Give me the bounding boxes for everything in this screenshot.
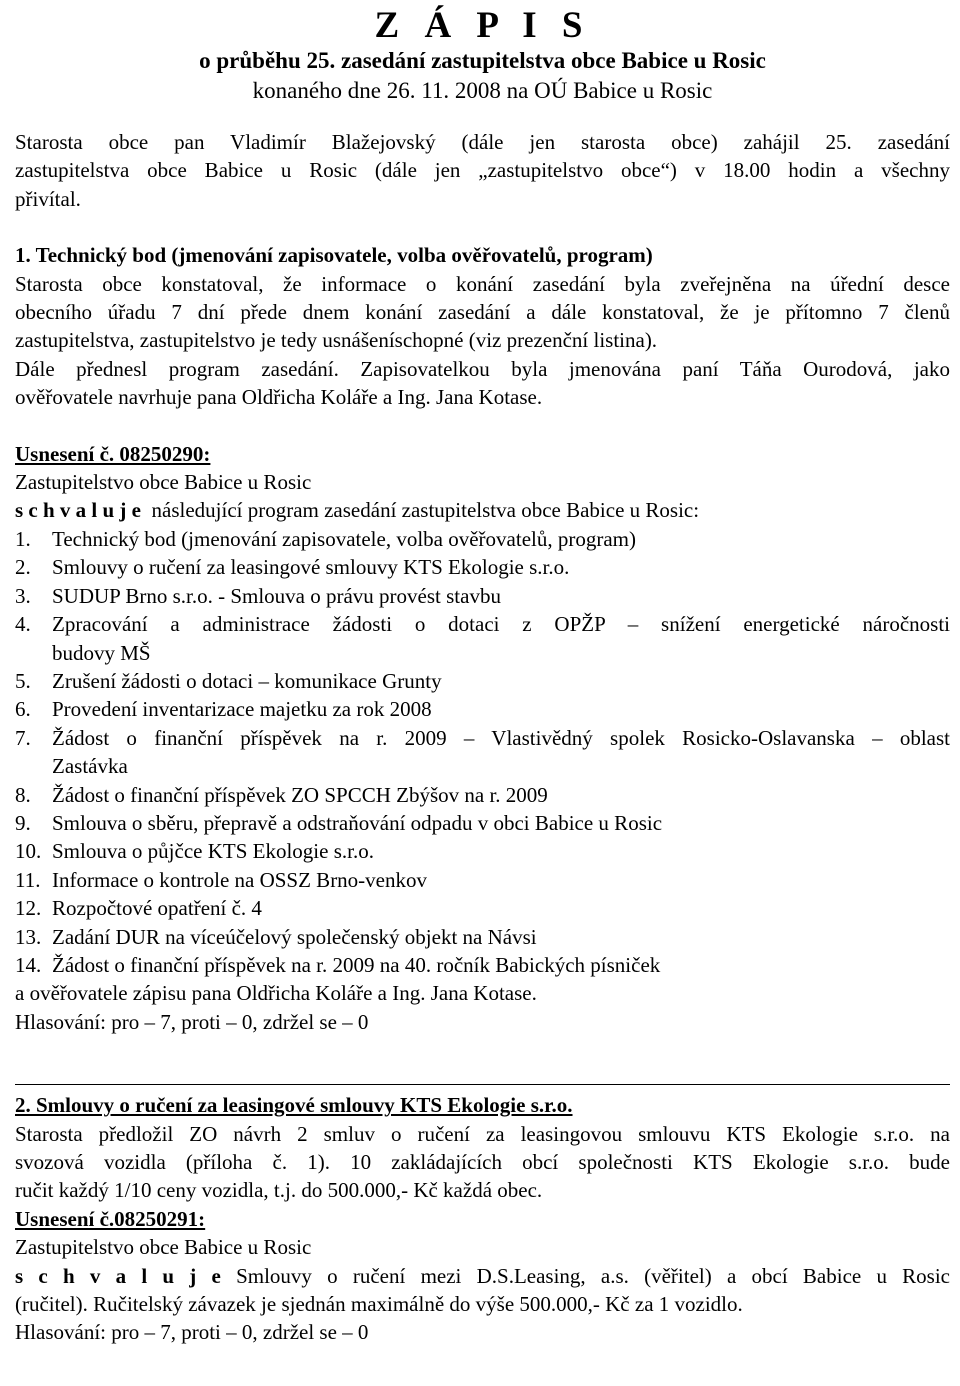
list-item: 9. Smlouva o sběru, přepravě a odstraňování odpadu v obci Babice u Rosic: [15, 810, 663, 835]
document-title: Z Á P I S: [374, 5, 591, 46]
section-1-paragraph-line: zastupitelstva, zastupitelstvo je tedy usnášeníschopné (viz prezenční listina).: [15, 328, 658, 353]
section-1-heading: 1. Technický bod (jmenování zapisovatele, volba ověřovatelů, program): [15, 243, 653, 268]
list-item: 2. Smlouvy o ručení za leasingové smlouvy KTS Ekologie s.r.o.: [15, 555, 570, 580]
document-subtitle: o průběhu 25. zasedání zastupitelstva obce Babice u Rosic: [199, 48, 766, 73]
vote-result: Hlasování: pro – 7, proti – 0, zdržel se – 0: [15, 1320, 369, 1345]
list-item: 5. Zrušení žádosti o dotaci – komunikace Grunty: [15, 668, 442, 693]
section-2-paragraph-line: svozová vozidla (příloha č. 1). 10 zakládajících obcí společnosti KTS Ekologie s.r.o. bude: [15, 1150, 950, 1174]
approves-text: následující program zasedání zastupitelstva obce Babice u Rosic:: [151, 498, 700, 523]
list-item: 3. SUDUP Brno s.r.o. - Smlouva o právu provést stavbu: [15, 583, 501, 608]
list-item-continuation: budovy MŠ: [52, 640, 151, 665]
section-1-paragraph-line: Starosta obce konstatoval, že informace o konání zasedání byla zveřejněna na úřední desce: [15, 271, 950, 296]
document-page: [0, 6, 960, 1386]
list-item: 6. Provedení inventarizace majetku za rok 2008: [15, 697, 432, 722]
resolution-body: Zastupitelstvo obce Babice u Rosic: [15, 1235, 312, 1260]
resolution-approves: [15, 1262, 950, 1290]
section-1-paragraph-line: ověřovatele navrhuje pana Oldřicha Koláře a Ing. Jana Kotase.: [15, 385, 543, 410]
list-item: 4. Zpracování a administrace žádosti o dotaci z OPŽP – snížení energetické náročnosti: [15, 612, 950, 637]
program-list: [15, 525, 950, 980]
resolution-approves: [15, 496, 950, 524]
meeting-date-place: konaného dne 26. 11. 2008 na OÚ Babice u Rosic: [252, 78, 713, 103]
section-2-paragraph-line: Starosta předložil ZO návrh 2 smluv o ručení za leasingovou smlouvu KTS Ekologie s.r.o. na: [15, 1121, 950, 1146]
list-item: 8. Žádost o finanční příspěvek ZO SPCCH Zbýšov na r. 2009: [15, 782, 548, 807]
list-item: 13. Zadání DUR na víceúčelový společenský objekt na Návsi: [15, 924, 537, 949]
verifiers-line: a ověřovatele zápisu pana Oldřicha Koláře a Ing. Jana Kotase.: [15, 981, 537, 1006]
section-2-paragraph-line: (ručitel). Ručitelský závazek je sjednán maximálně do výše 500.000,- Kč za 1 vozidlo.: [15, 1292, 743, 1317]
section-1-paragraph-line: Dále přednesl program zasedání. Zapisovatelkou byla jmenována paní Táňa Ourodová, jako: [15, 356, 950, 381]
section-1-paragraph-line: obecního úřadu 7 dní přede dnem konání zasedání a dále konstatoval, že je přítomno 7 členů: [15, 300, 950, 325]
list-item-continuation: Zastávka: [52, 754, 128, 779]
approves-text: Smlouvy o ručení mezi D.S.Leasing, a.s. (věřitel) a obcí Babice u Rosic: [236, 1263, 951, 1288]
resolution-label: Usnesení č.08250291:: [15, 1206, 206, 1231]
resolution-label: Usnesení č. 08250290:: [15, 441, 211, 466]
list-item: 11. Informace o kontrole na OSSZ Brno-venkov: [15, 867, 427, 892]
section-divider: [15, 1084, 950, 1085]
intro-line: zastupitelstva obce Babice u Rosic (dále jen „zastupitelstvo obce“) v 18.00 hodin a všechny: [15, 158, 950, 183]
list-item: 12. Rozpočtové opatření č. 4: [15, 896, 262, 921]
section-2-paragraph-line: ručit každý 1/10 ceny vozidla, t.j. do 500.000,- Kč každá obec.: [15, 1178, 543, 1203]
list-item: 7. Žádost o finanční příspěvek na r. 2009 – Vlastivědný spolek Rosicko-Oslavanska – oblast: [15, 725, 950, 750]
list-item: 1. Technický bod (jmenování zapisovatele, volba ověřovatelů, program): [15, 526, 636, 551]
approves-keyword: s c h v a l u j e: [15, 1263, 221, 1288]
vote-result: Hlasování: pro – 7, proti – 0, zdržel se – 0: [15, 1009, 369, 1034]
list-item: 14. Žádost o finanční příspěvek na r. 2009 na 40. ročník Babických písniček: [15, 952, 661, 977]
intro-line: přivítal.: [15, 186, 81, 211]
resolution-body: Zastupitelstvo obce Babice u Rosic: [15, 470, 312, 495]
approves-keyword: s c h v a l u j e: [15, 498, 141, 523]
intro-line: Starosta obce pan Vladimír Blažejovský (dále jen starosta obce) zahájil 25. zasedání: [15, 130, 950, 154]
section-2-heading: 2. Smlouvy o ručení za leasingové smlouvy KTS Ekologie s.r.o.: [15, 1093, 573, 1118]
list-item: 10. Smlouva o půjčce KTS Ekologie s.r.o.: [15, 839, 374, 864]
